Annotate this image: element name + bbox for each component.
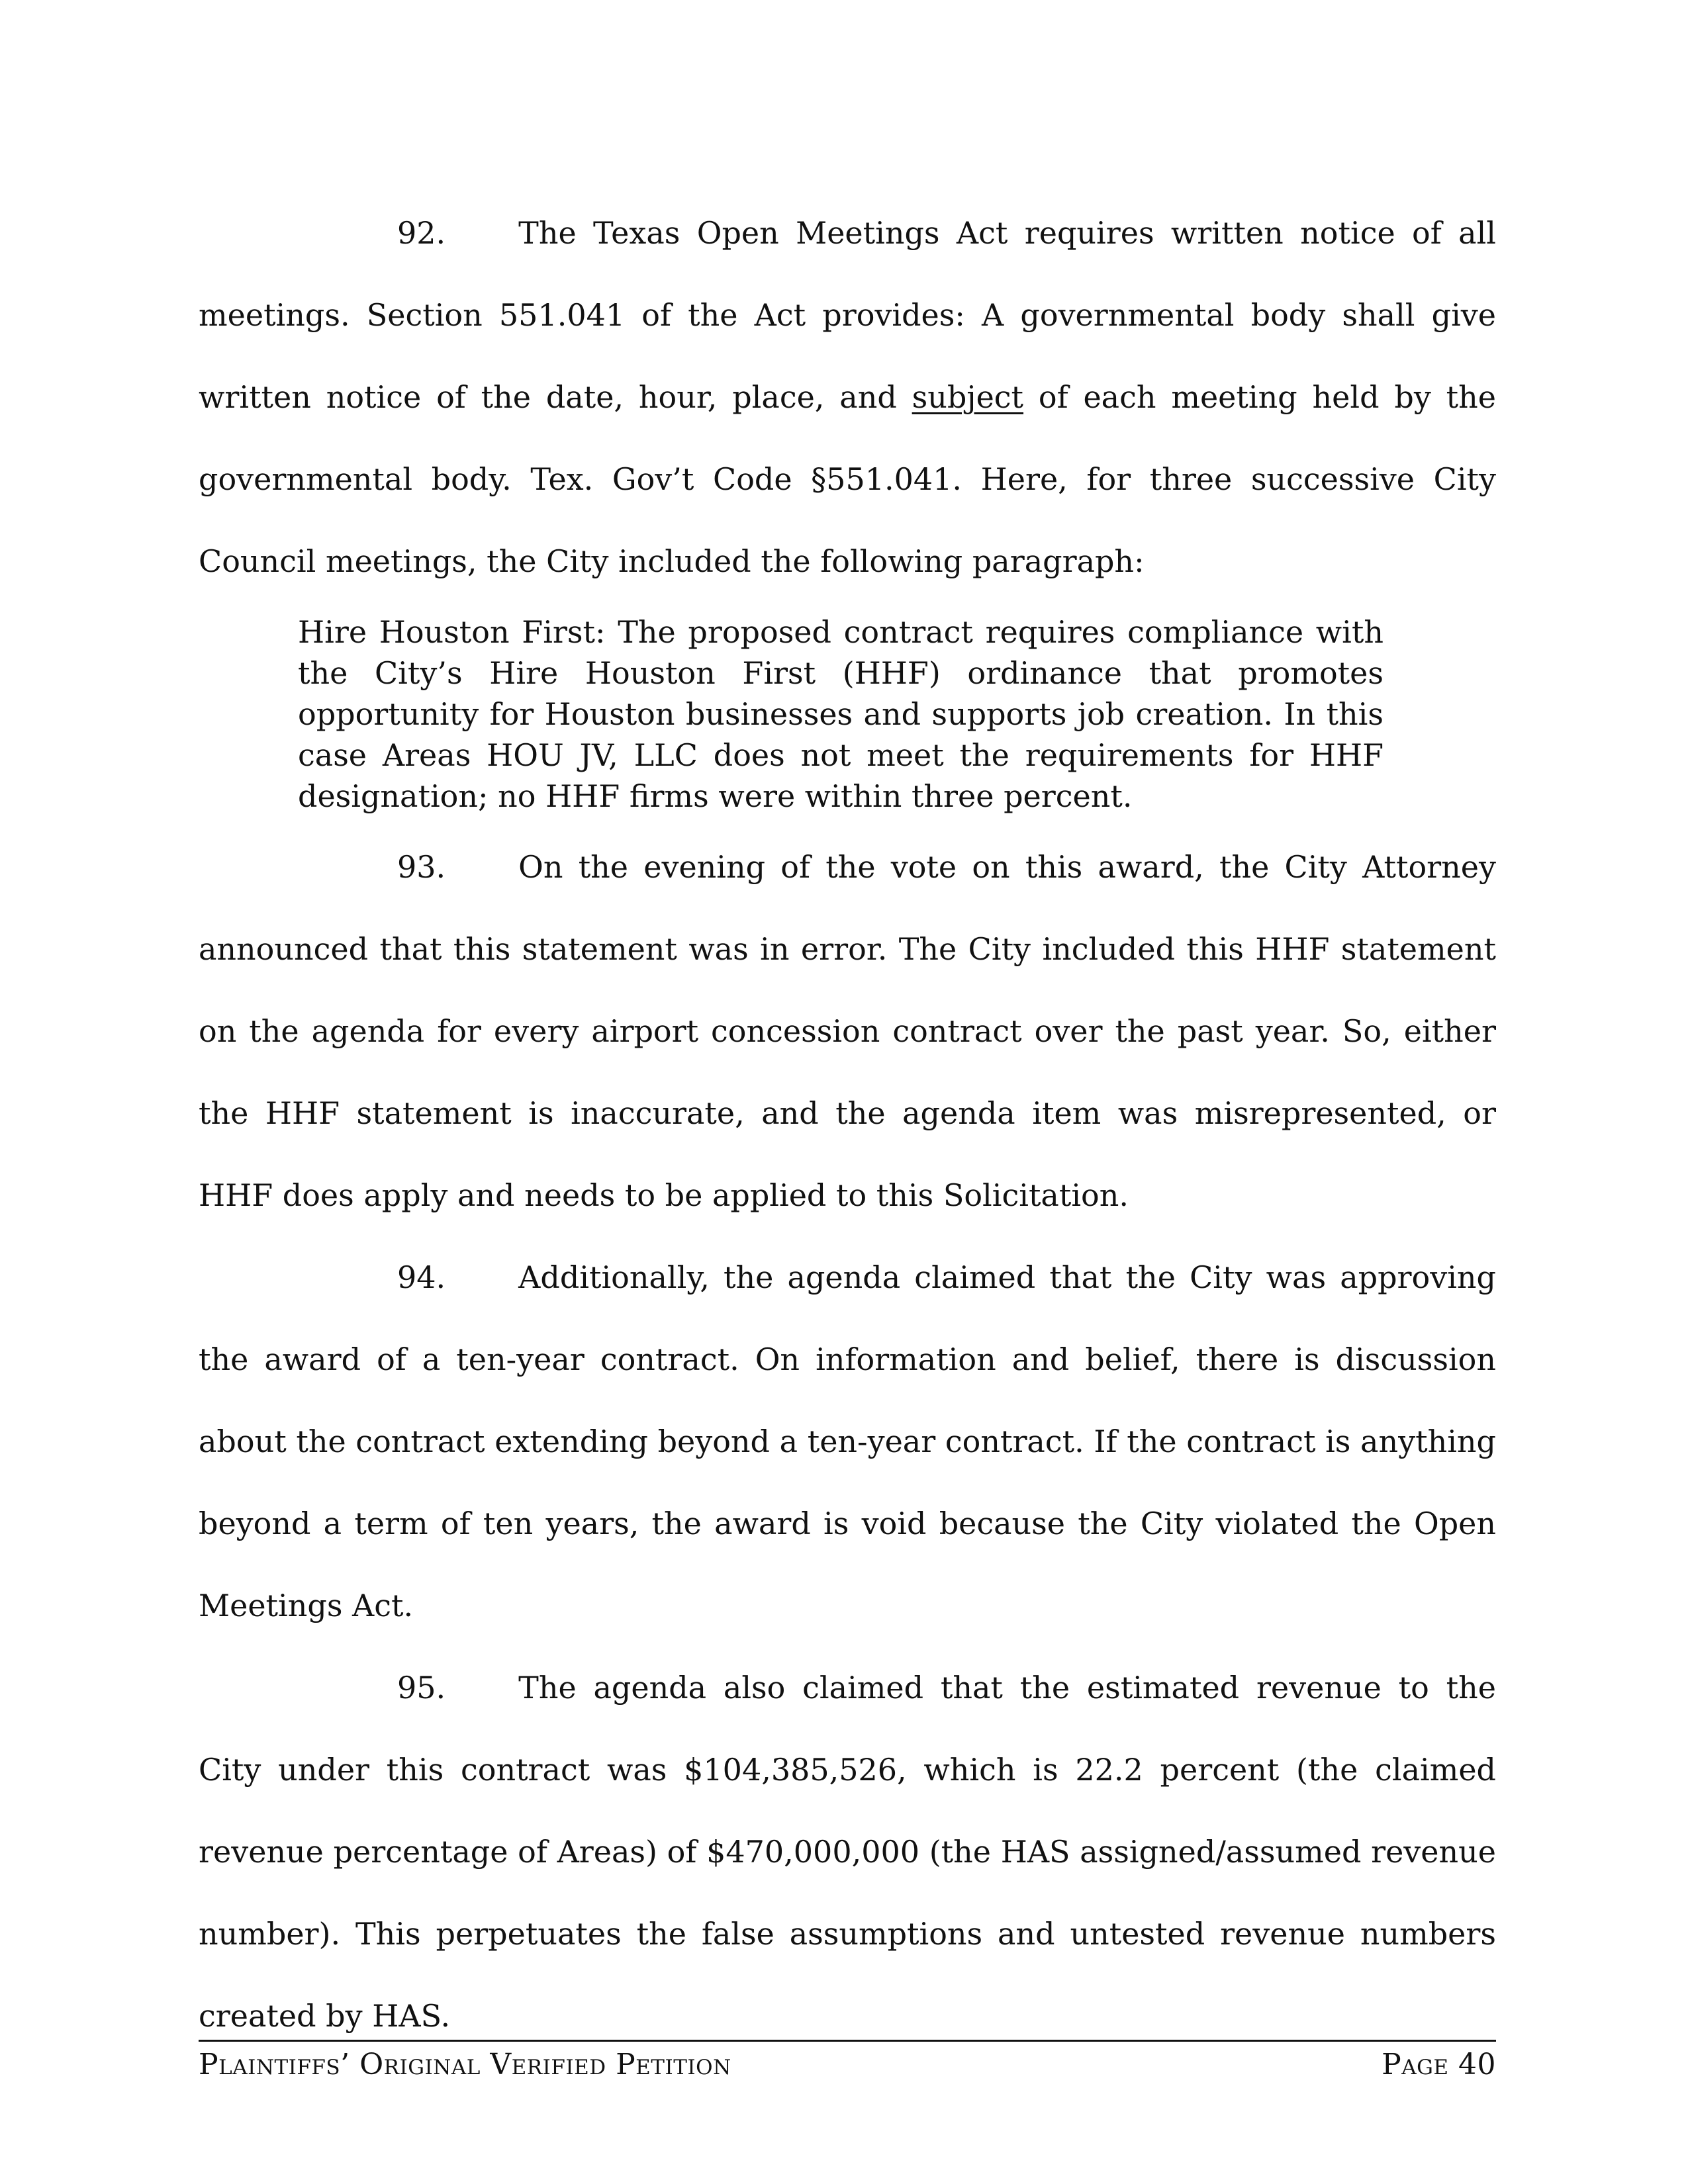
paragraph-text: of each meeting held by the governmental body. Tex. Gov’t Code §551.041. Here, for three successive City Council meetings, the City included the following paragraph: <box>199 379 1496 579</box>
footer-page-number: Page 40 <box>1382 2048 1496 2081</box>
paragraph-text: On the evening of the vote on this award, the City Attorney announced that this statement was in error. The City included this HHF statement on the agenda for every airport concession contract over the past year. So, either the HHF statement is inaccurate, and the agenda item was misrepresented, or HHF does apply and needs to be applied to this Solicitation. <box>199 849 1496 1213</box>
paragraph-92 <box>199 192 1496 602</box>
paragraph-94 <box>199 1236 1496 1647</box>
footer-rule <box>199 2040 1496 2042</box>
paragraph-text: The agenda also claimed that the estimated revenue to the City under this contract was $104,385,526, which is 22.2 percent (the claimed revenue percentage of Areas) of $470,000,000 (the HAS assigned/assumed revenue number). This perpetuates the false assumptions and untested revenue numbers created by HAS. <box>199 1670 1496 2034</box>
paragraph-number: 94. <box>397 1259 446 1295</box>
paragraph-93 <box>199 826 1496 1236</box>
paragraph-text: Additionally, the agenda claimed that the City was approving the award of a ten-year contract. On information and belief, there is discussion about the contract extending beyond a ten-year contract. If the contract is anything beyond a term of ten years, the award is void because the City violated the Open Meetings Act. <box>199 1259 1496 1623</box>
footer-document-title: Plaintiffs’ Original Verified Petition <box>199 2048 731 2081</box>
paragraph-number: 92. <box>397 215 446 251</box>
block-quote: Hire Houston First: The proposed contract requires compliance with the City’s Hire Houston First (HHF) ordinance that promotes opportunity for Houston businesses and supports job creation. In this case Areas HOU JV, LLC does not meet the requirements for HHF designation; no HHF firms were within three percent. <box>298 614 1383 814</box>
paragraph-number: 93. <box>397 849 446 885</box>
paragraph-95 <box>199 1647 1496 2057</box>
document-body <box>199 192 1496 2057</box>
underlined-word: subject <box>912 379 1024 415</box>
page-footer <box>199 2048 1496 2081</box>
paragraph-number: 95. <box>397 1670 446 1706</box>
paragraph-text: The Texas Open Meetings Act requires written notice of all meetings. Section 551.041 of the Act provides: A governmental body shall give written notice of the date, hour, place, and <box>199 215 1496 415</box>
